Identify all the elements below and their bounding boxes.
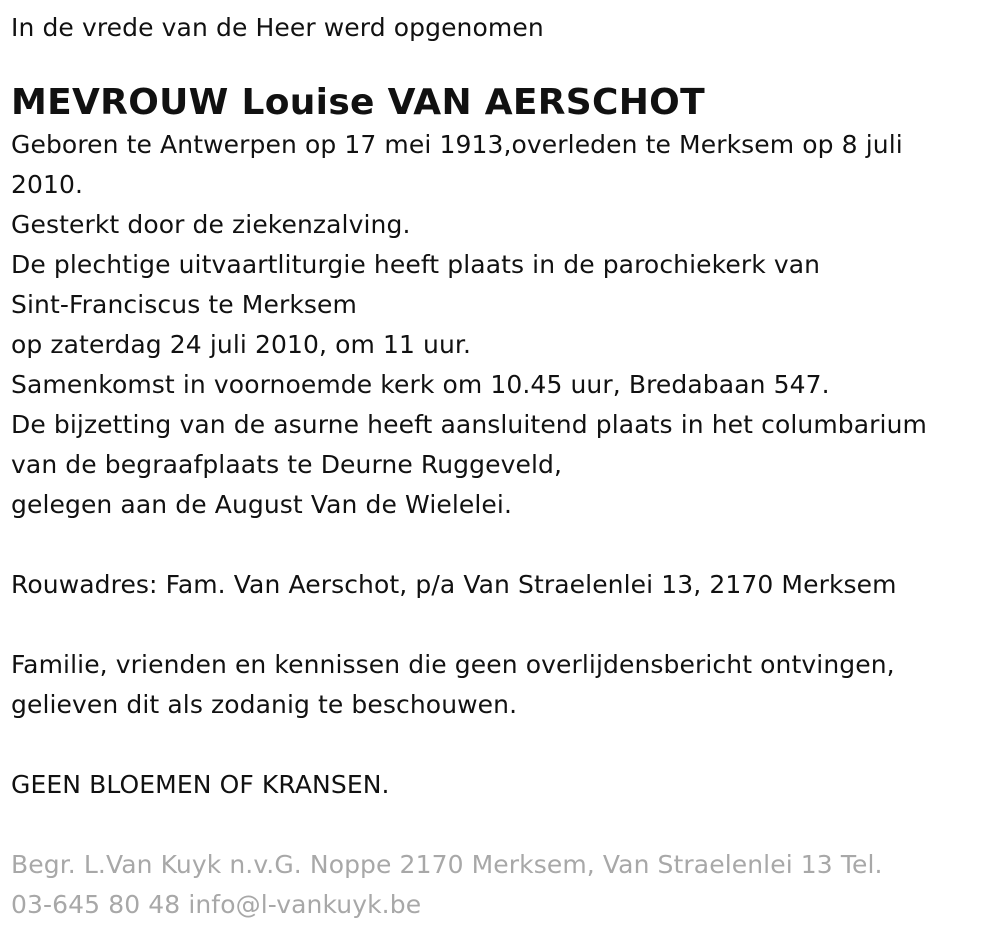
- details-line: gelegen aan de August Van de Wielelei.: [11, 490, 512, 519]
- details-line: Sint-Franciscus te Merksem: [11, 290, 357, 319]
- family-note-line: Familie, vrienden en kennissen die geen overlijdensbericht ontvingen,: [11, 650, 895, 679]
- details-line: De bijzetting van de asurne heeft aansluitend plaats in het columbarium: [11, 410, 927, 439]
- details-line: De plechtige uitvaartliturgie heeft plaats in de parochiekerk van: [11, 250, 821, 279]
- details-line: van de begraafplaats te Deurne Ruggeveld,: [11, 450, 563, 479]
- details-line: Samenkomst in voornoemde kerk om 10.45 uur, Bredabaan 547.: [11, 370, 830, 399]
- spacer: [11, 605, 991, 645]
- spacer: [11, 525, 991, 565]
- spacer: [11, 805, 991, 845]
- no-flowers-line: GEEN BLOEMEN OF KRANSEN.: [11, 770, 390, 799]
- deceased-name: MEVROUW Louise VAN AERSCHOT: [11, 82, 705, 123]
- details-block: [11, 125, 991, 525]
- details-line: 2010.: [11, 170, 84, 199]
- intro-line: In de vrede van de Heer werd opgenomen: [11, 13, 544, 42]
- family-note-line: gelieven dit als zodanig te beschouwen.: [11, 690, 518, 719]
- details-line: Geboren te Antwerpen op 17 mei 1913,overleden te Merksem op 8 juli: [11, 130, 903, 159]
- details-line: Gesterkt door de ziekenzalving.: [11, 210, 411, 239]
- details-line: op zaterdag 24 juli 2010, om 11 uur.: [11, 330, 472, 359]
- footer-line: 03-645 80 48 info@l-vankuyk.be: [11, 890, 422, 919]
- family-note: [11, 645, 991, 725]
- footer-line: Begr. L.Van Kuyk n.v.G. Noppe 2170 Merksem, Van Straelenlei 13 Tel.: [11, 850, 883, 879]
- spacer: [11, 725, 991, 765]
- death-notice: [11, 8, 991, 925]
- funeral-home-footer: [11, 845, 991, 925]
- mourning-address: Rouwadres: Fam. Van Aerschot, p/a Van Straelenlei 13, 2170 Merksem: [11, 570, 897, 599]
